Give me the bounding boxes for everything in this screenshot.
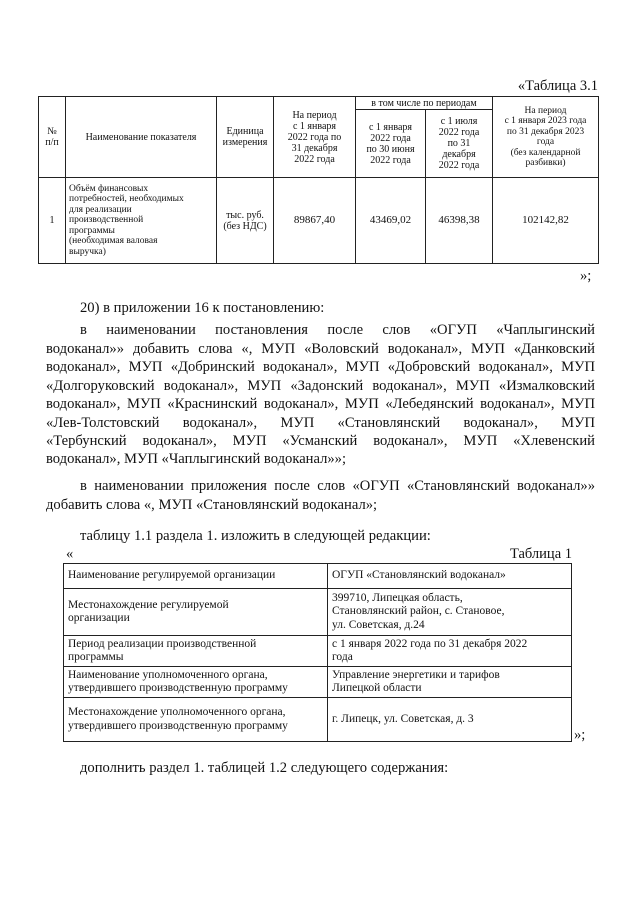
row-label: Местонахождение уполномоченного органа, утвердившего производственную программу [64, 698, 328, 742]
row-indicator-name: Объём финансовых потребностей, необходимых для реализации производственной программы (необходимая валовая выручка) [66, 178, 217, 264]
p1-line3: водоканал», МУП «Добринский водоканал», МУП «Добровский водоканал», МУП [46, 359, 595, 375]
header-period-2022: На период с 1 января 2022 года по 31 декабря 2022 года [274, 97, 356, 178]
row-value-2022: 89867,40 [274, 178, 356, 264]
row-label: Местонахождение регулируемой организации [64, 589, 328, 636]
p1-line2: водоканал»» добавить слова «, МУП «Воловский водоканал», МУП «Данковский [46, 341, 595, 357]
row-label: Наименование уполномоченного органа, утвердившего производственную программу [64, 667, 328, 698]
p4: дополнить раздел 1. таблицей 1.2 следующего содержания: [80, 760, 449, 776]
header-unit: Единица измерения [217, 97, 274, 178]
row-num: 1 [39, 178, 66, 264]
table31-closing: »; [580, 268, 592, 284]
table-1 [63, 563, 572, 742]
row-unit: тыс. руб. (без НДС) [217, 178, 274, 264]
header-second-half: с 1 июля 2022 года по 31 декабря 2022 года [426, 110, 493, 178]
p2-line1: в наименовании приложения после слов «ОГУП «Становлянский водоканал»» [80, 478, 595, 494]
table1-open-quote: « [66, 546, 74, 562]
row-value: Управление энергетики и тарифов Липецкой области [328, 667, 572, 698]
table-row [64, 564, 572, 589]
row-value: с 1 января 2022 года по 31 декабря 2022 года [328, 636, 572, 667]
header-num: № п/п [39, 97, 66, 178]
row-label: Наименование регулируемой организации [64, 564, 328, 589]
row-value: ОГУП «Становлянский водоканал» [328, 564, 572, 589]
row-value: 399710, Липецкая область, Становлянский район, с. Становое, ул. Советская, д.24 [328, 589, 572, 636]
table1-caption: Таблица 1 [509, 546, 572, 562]
p1-line7: «Тербунский водоканал», МУП «Усманский водоканал», МУП «Хлевенский [46, 433, 595, 449]
row-value-h2: 46398,38 [426, 178, 493, 264]
row-label: Период реализации производственной программы [64, 636, 328, 667]
row-value-2023: 102142,82 [493, 178, 599, 264]
header-in-periods: в том числе по периодам [356, 97, 493, 110]
p1-line1: в наименовании постановления после слов «ОГУП «Чаплыгинский [80, 322, 595, 338]
table-row [64, 698, 572, 742]
p1-line6: «Лев-Толстовский водоканал», МУП «Становлянский водоканал», МУП [46, 415, 595, 431]
row-value-h1: 43469,02 [356, 178, 426, 264]
table-row [64, 636, 572, 667]
table-3-1 [38, 96, 599, 264]
row-value: г. Липецк, ул. Советская, д. 3 [328, 698, 572, 742]
table31-caption: «Таблица 3.1 [517, 78, 598, 94]
item-20: 20) в приложении 16 к постановлению: [80, 300, 325, 316]
p1-line8: водоканал», МУП «Чаплыгинский водоканал»»; [46, 451, 347, 467]
header-indicator-name: Наименование показателя [66, 97, 217, 178]
p3: таблицу 1.1 раздела 1. изложить в следующей редакции: [80, 528, 431, 544]
header-first-half: с 1 января 2022 года по 30 июня 2022 года [356, 110, 426, 178]
table-row [64, 667, 572, 698]
p1-line4: «Долгоруковский водоканал», МУП «Задонский водоканал», МУП «Измалковский [46, 378, 595, 394]
table-row [64, 589, 572, 636]
table1-closing: »; [574, 727, 586, 743]
header-period-2023: На период с 1 января 2023 года по 31 декабря 2023 года (без календарной разбивки) [493, 97, 599, 178]
p1-line5: водоканал», МУП «Краснинский водоканал», МУП «Лебедянский водоканал», МУП [46, 396, 595, 412]
p2-line2: добавить слова «, МУП «Становлянский водоканал»; [46, 497, 378, 513]
